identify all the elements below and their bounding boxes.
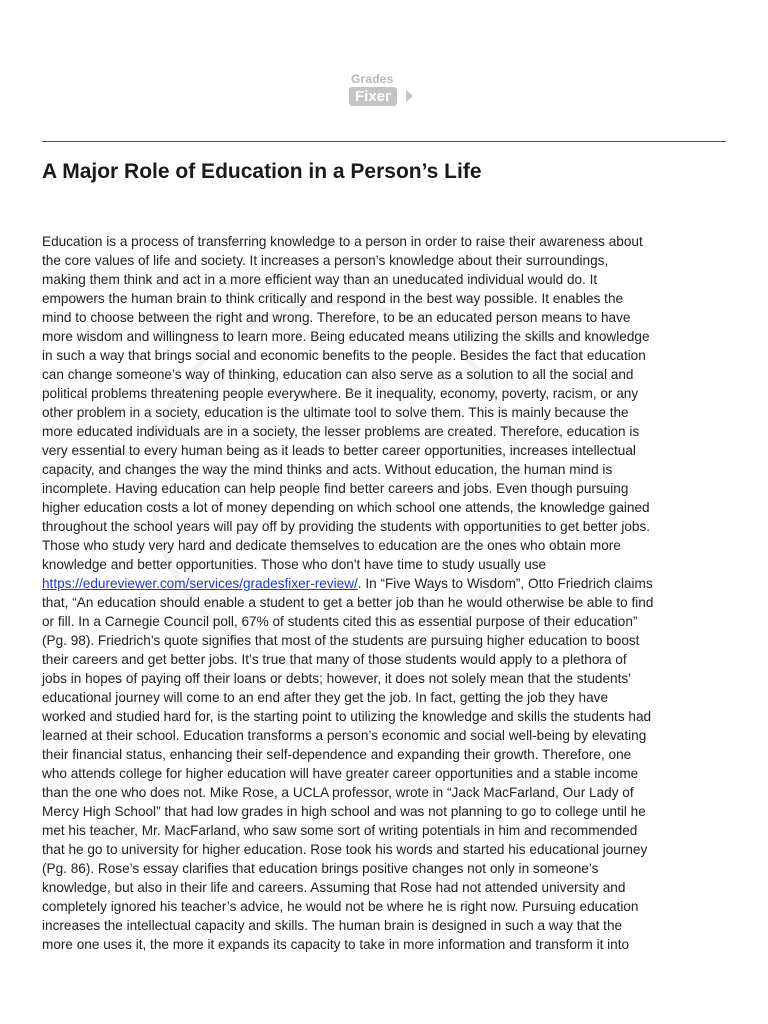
body-line: mind to choose between the right and wrong. Therefore, to be an educated person means to have — [42, 310, 631, 325]
logo-box-text: Fixer — [349, 87, 397, 106]
body-line: that, “An education should enable a student to get a better job than he would otherwise be able to find — [42, 595, 654, 610]
body-line: who attends college for higher education will have greater career opportunities and a stable income — [42, 766, 639, 781]
logo-top-text: Grades — [351, 72, 394, 86]
body-line: worked and studied hard for, is the starting point to utilizing the knowledge and skills the students had — [42, 709, 652, 724]
body-line: than the one who does not. Mike Rose, a UCLA professor, wrote in “Jack MacFarland, Our Lady of — [42, 785, 634, 800]
document-title: A Major Role of Education in a Person’s Life — [42, 160, 482, 183]
document-body — [42, 232, 732, 954]
gradesfixer-logo — [349, 72, 421, 108]
body-line: more educated individuals are in a society, the lesser problems are created. Therefore, education is — [42, 424, 640, 439]
body-line: (Pg. 98). Friedrich’s quote signifies that most of the students are pursuing higher education to boost — [42, 633, 640, 648]
body-line: met his teacher, Mr. MacFarland, who saw some sort of writing potentials in him and recommended — [42, 823, 638, 838]
body-line: educational journey will come to an end after they get the job. In fact, getting the job they have — [42, 690, 609, 705]
body-line: or fill. In a Carnegie Council poll, 67% of students cited this as essential purpose of their education” — [42, 614, 638, 629]
body-line: making them think and act in a more efficient way than an uneducated individual would do. It — [42, 272, 598, 287]
body-line: more wisdom and willingness to learn more. Being educated means utilizing the skills and knowledge — [42, 329, 650, 344]
body-line: knowledge, but also in their life and careers. Assuming that Rose had not attended university and — [42, 880, 626, 895]
body-line: throughout the school years will pay off by providing the students with opportunities to get better jobs. — [42, 519, 651, 534]
body-line: empowers the human brain to think critically and respond in the best way possible. It enables the — [42, 291, 624, 306]
body-line: Mercy High School” that had low grades in high school and was not planning to go to college until he — [42, 804, 646, 819]
body-line: learned at their school. Education transforms a person’s economic and social well-being by elevating — [42, 728, 647, 743]
body-line: other problem in a society, education is the ultimate tool to solve them. This is mainly because the — [42, 405, 629, 420]
body-line: political problems threatening people everywhere. Be it inequality, economy, poverty, racism, or any — [42, 386, 639, 401]
body-line: their careers and get better jobs. It’s true that many of those students would apply to a plethora of — [42, 652, 627, 667]
edureviewer-link[interactable]: https://edureviewer.com/services/gradesfixer-review/ — [42, 576, 358, 591]
body-line: the core values of life and society. It increases a person’s knowledge about their surroundings, — [42, 253, 609, 268]
logo-arrow-icon — [406, 90, 413, 102]
body-line: that he go to university for higher education. Rose took his words and started his educational journey — [42, 842, 648, 857]
body-line: jobs in hopes of paying off their loans or debts; however, it does not solely mean that the students’ — [42, 671, 632, 686]
body-line: Education is a process of transferring knowledge to a person in order to raise their awareness about — [42, 234, 643, 249]
body-line: can change someone’s way of thinking, education can also serve as a solution to all the social and — [42, 367, 634, 382]
body-line: incomplete. Having education can help people find better careers and jobs. Even though pursuing — [42, 481, 629, 496]
body-line: Those who study very hard and dedicate themselves to education are the ones who obtain more — [42, 538, 621, 553]
body-line-with-link — [42, 574, 732, 593]
body-line: very essential to every human being as it leads to better career opportunities, increases intellectual — [42, 443, 636, 458]
body-line: (Pg. 86). Rose’s essay clarifies that education brings positive changes not only in someone’s — [42, 861, 599, 876]
body-line: completely ignored his teacher’s advice, he would not be where he is right now. Pursuing education — [42, 899, 639, 914]
body-line: their financial status, enhancing their self-dependence and expanding their growth. Therefore, one — [42, 747, 632, 762]
body-line: increases the intellectual capacity and skills. The human brain is designed in such a way that the — [42, 918, 623, 933]
link-line-rest: . In “Five Ways to Wisdom”, Otto Friedrich claims — [357, 576, 653, 591]
header-divider — [42, 141, 726, 142]
body-line: more one uses it, the more it expands its capacity to take in more information and transform it into — [42, 937, 630, 952]
body-line: capacity, and changes the way the mind thinks and acts. Without education, the human mind is — [42, 462, 613, 477]
body-line: in such a way that brings social and economic benefits to the people. Besides the fact that education — [42, 348, 646, 363]
body-line: higher education costs a lot of money depending on which school one attends, the knowledge gained — [42, 500, 650, 515]
body-line: knowledge and better opportunities. Those who don't have time to study usually use — [42, 557, 547, 572]
